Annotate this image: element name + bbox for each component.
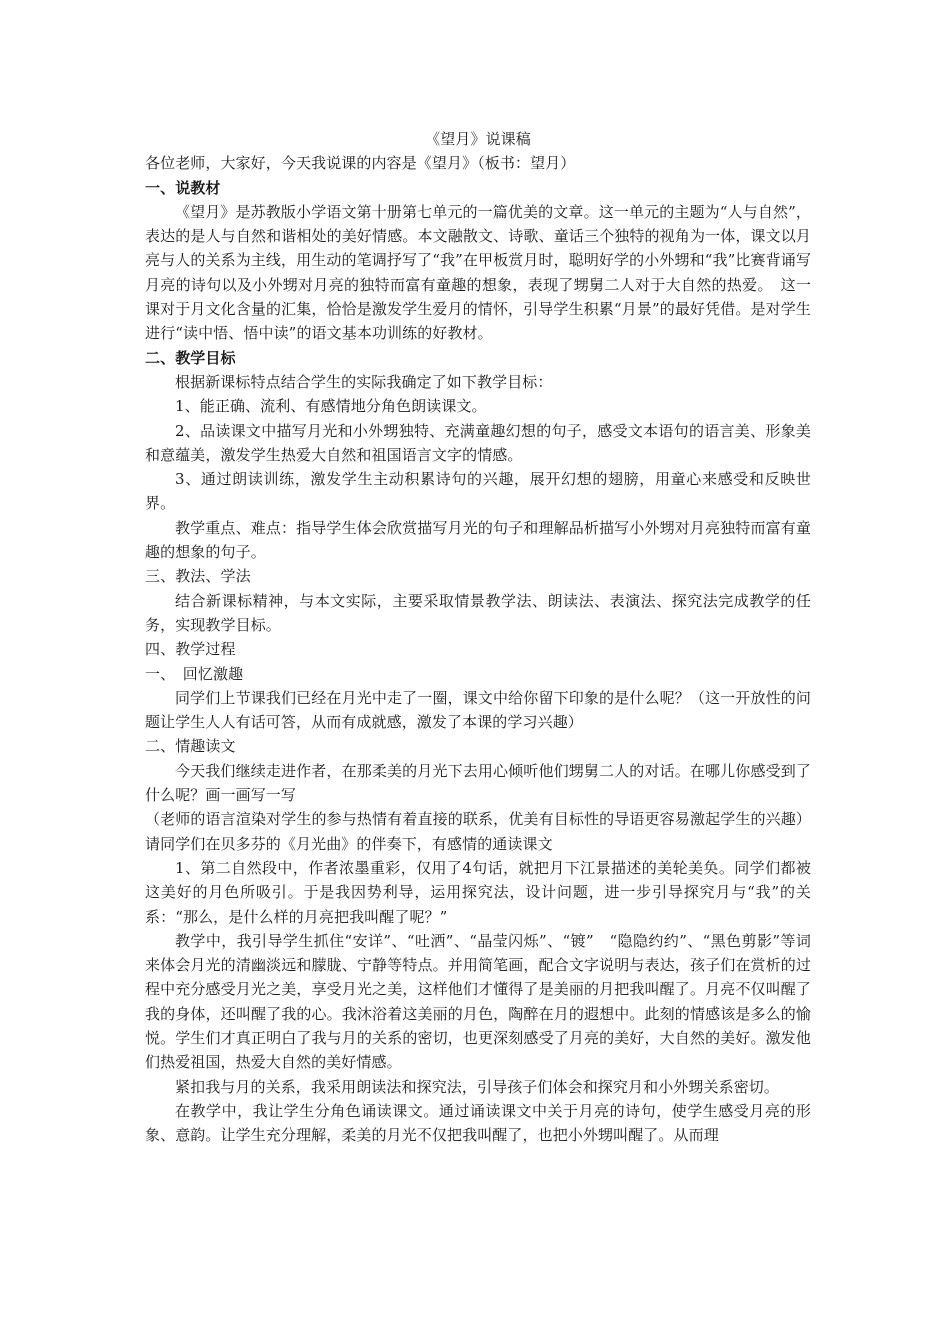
key-points-paragraph: 教学重点、难点：指导学生体会欣赏描写月光的句子和理解品析描写小外甥对月亮独特而富有童趣的想象的句子。 [145,518,811,562]
goals-intro: 根据新课标特点结合学生的实际我确定了如下教学目标： [175,372,553,391]
step-heading-recall: 一、 回忆激趣 [145,664,244,683]
section-heading-textbook: 一、说教材 [145,178,221,197]
step-heading-reading: 二、情趣读文 [145,737,236,756]
reading-paragraph-5: 紧扣我与月的关系，我采用朗读法和探究法，引导孩子们体会和探究月和小外甥关系密切。 [175,1077,780,1096]
goal-item-2: 2、品读课文中描写月光和小外甥独特、充满童趣幻想的句子，感受文本语句的语言美、形象美和意蕴美，激发学生热爱大自然和祖国语言文字的情感。 [145,421,811,464]
reading-paragraph-1: 今天我们继续走进作者，在那柔美的月光下去用心倾听他们甥舅二人的对话。在哪儿你感受到了什么呢？画一画写一写 [145,761,811,805]
document-title: 《望月》说课稿 [425,130,531,148]
reading-paragraph-4: 教学中，我引导学生抓住“安详”、“吐洒”、“晶莹闪烁”、“镀” “隐隐约约”、“黑色剪影”等词来体会月光的清幽淡远和朦胧、宁静等特点。并用简笔画，配合文字说明与表达，孩子们在赏析的过程中充分感受月光之美，享受月光之美，这样他们才懂得了是美丽的月把我叫醒了。月亮不仅叫醒了我的身体，还叫醒了我的心。我沐浴着这美丽的月色，陶醉在月的遐想中。此刻的情感该是多么的愉悦。学生们才真正明白了我与月的关系的密切，也更深刻感受了月亮的美好，大自然的美好。激发他们热爱祖国，热爱大自然的美好情感。 [145,931,811,1072]
section-heading-process: 四、教学过程 [145,640,236,659]
goal-item-1: 1、能正确、流利、有感情地分角色朗读课文。 [175,397,487,416]
reading-paragraph-2: （老师的语言渲染对学生的参与热情有着直接的联系，优美有目标性的导语更容易激起学生的兴趣）请同学们在贝多芬的《月光曲》的伴奏下，有感情的通读课文 [145,810,811,853]
section-heading-methods: 三、教法、学法 [145,567,251,586]
reading-paragraph-6: 在教学中，我让学生分角色诵读课文。通过诵读课文中关于月亮的诗句，使学生感受月亮的形象、意韵。让学生充分理解，柔美的月光不仅把我叫醒了，也把小外甥叫醒了。从而理 [145,1101,811,1145]
reading-paragraph-3: 1、第二自然段中，作者浓墨重彩，仅用了4句话，就把月下江景描述的美轮美奂。同学们都被这美好的月色所吸引。于是我因势利导，运用探究法，设计问题，进一步引导探究月与“我”的关系：“那么，是什么样的月亮把我叫醒了呢？” [145,858,811,926]
goal-item-3: 3、通过朗读训练，激发学生主动积累诗句的兴趣，展开幻想的翅膀，用童心来感受和反映世界。 [145,470,811,513]
recall-paragraph: 同学们上节课我们已经在月光中走了一圈，课文中给你留下印象的是什么呢？（这一开放性的问题让学生人人有话可答，从而有成就感，激发了本课的学习兴趣） [145,688,811,732]
methods-paragraph: 结合新课标精神，与本文实际，主要采取情景教学法、朗读法、表演法、探究法完成教学的任务，实现教学目标。 [145,591,811,634]
textbook-paragraph: 《望月》是苏教版小学语文第十册第七单元的一篇优美的文章。这一单元的主题为“人与自然”，表达的是人与自然和谐相处的美好情感。本文融散文、诗歌、童话三个独特的视角为一体，课文以月亮与人的关系为主线，用生动的笔调抒写了“我”在甲板赏月时，聪明好学的小外甥和“我”比赛背诵写月亮的诗句以及小外甥对月亮的独特而富有童趣的想象，表现了甥舅二人对于大自然的热爱。 这一课对于月文化含量的汇集，恰恰是激发学生爱月的情怀，引导学生积累“月景”的最好凭借。是对学生进行“读中悟、悟中读”的语文基本功训练的好教材。 [145,202,811,343]
document-page [145,127,811,1147]
greeting-paragraph: 各位老师，大家好，今天我说课的内容是《望月》（板书：望月） [145,154,576,173]
section-heading-goals: 二、教学目标 [145,348,236,367]
